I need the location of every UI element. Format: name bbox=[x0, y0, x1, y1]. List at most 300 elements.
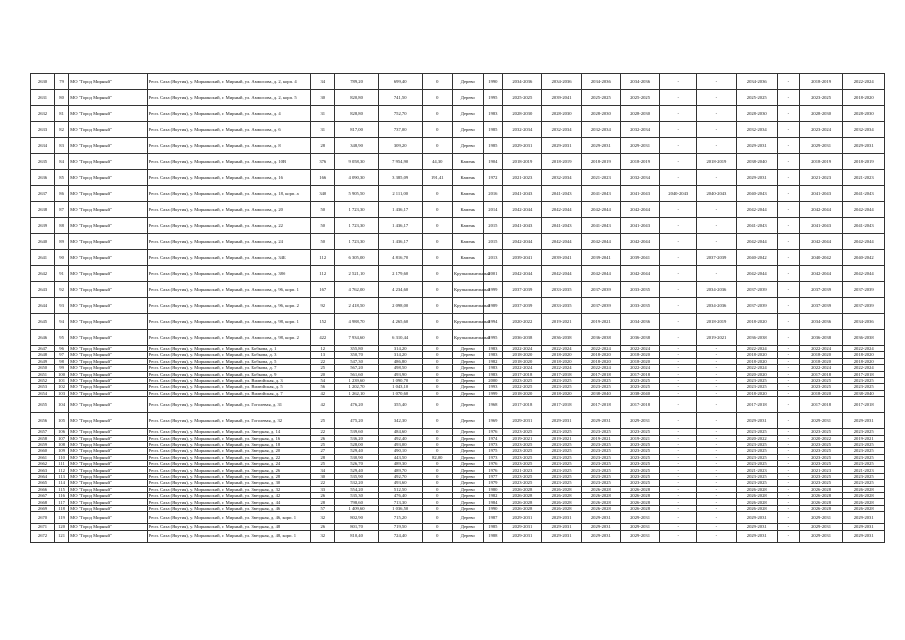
item-number-cell: 117 bbox=[54, 499, 68, 505]
period-gas-cell: - bbox=[697, 397, 736, 413]
period-heating-cell: 2023-2025 bbox=[581, 429, 620, 435]
period-heating-cell: 2034-2036 bbox=[581, 74, 620, 90]
nonresidential-area-cell: 0 bbox=[422, 505, 453, 511]
period-basement-cell: 2020-2020 bbox=[736, 371, 777, 377]
period-gas-cell: - bbox=[697, 454, 736, 460]
period-heating-cell: 2019-2021 bbox=[581, 435, 620, 441]
nonresidential-area-cell: 0 bbox=[422, 390, 453, 396]
period-gas-cell: - bbox=[697, 493, 736, 499]
period-roof-cell: 2029-2031 bbox=[503, 530, 542, 542]
build-year-cell: 1993 bbox=[483, 384, 503, 390]
period-roof-cell: 2022-2025 bbox=[503, 384, 542, 390]
period-heating-cell: 2023-2025 bbox=[581, 448, 620, 454]
item-number-cell: 110 bbox=[54, 454, 68, 460]
wall-material-cell: Дерево bbox=[453, 138, 484, 154]
table-row bbox=[31, 122, 885, 138]
organization-cell: МО "Город Мирный" bbox=[69, 298, 148, 314]
period-heating-cell: 2018-2019 bbox=[581, 154, 620, 170]
living-area-cell: 2 098,00 bbox=[378, 298, 422, 314]
address-cell: Респ. Саха (Якутия), у. Мирнинский, г. Мирный, ул. Аммосова, д. 16 bbox=[147, 170, 311, 186]
period-sewer-cell: 2023-2024 bbox=[799, 122, 843, 138]
period-sewer-cell: 2026-2028 bbox=[799, 499, 843, 505]
period-water-cell: 2029-2031 bbox=[620, 530, 659, 542]
address-cell: Респ. Саха (Якутия), у. Мирнинский, г. Мирный, ул. Аммосова, д. 6 bbox=[147, 122, 311, 138]
row-number-cell: 2647 bbox=[31, 346, 55, 352]
living-area-cell: 719,50 bbox=[378, 524, 422, 530]
wall-material-cell: Дерево bbox=[453, 505, 484, 511]
flats-count-cell: 13 bbox=[311, 352, 335, 358]
organization-cell: МО "Город Мирный" bbox=[69, 266, 148, 282]
period-facade-cell: 2018-2020 bbox=[542, 358, 581, 364]
flats-count-cell: 30 bbox=[311, 473, 335, 479]
address-cell: Респ. Саха (Якутия), у. Мирнинский, г. Мирный, ул. Звездная, д. 20 bbox=[147, 448, 311, 454]
flats-count-cell: 34 bbox=[311, 467, 335, 473]
period-foundation-cell: 2023-2025 bbox=[843, 429, 885, 435]
item-number-cell: 106 bbox=[54, 429, 68, 435]
item-number-cell: 79 bbox=[54, 74, 68, 90]
table-row bbox=[31, 330, 885, 346]
nonresidential-area-cell: 0 bbox=[422, 202, 453, 218]
row-number-cell: 2658 bbox=[31, 435, 55, 441]
period-roof-cell: 2029-2031 bbox=[503, 524, 542, 530]
period-lift-cell: - bbox=[777, 454, 799, 460]
housing-register-table bbox=[30, 73, 885, 543]
living-area-cell: 1 436,17 bbox=[378, 234, 422, 250]
period-heating-cell: 2041-2043 bbox=[581, 218, 620, 234]
flats-count-cell: 56 bbox=[311, 384, 335, 390]
row-number-cell: 2631 bbox=[31, 90, 55, 106]
period-water-cell: 2026-2028 bbox=[620, 493, 659, 499]
table-row bbox=[31, 138, 885, 154]
address-cell: Респ. Саха (Якутия), у. Мирнинский, г. Мирный, ул. Звездная, д. 46, корп. 1 bbox=[147, 512, 311, 524]
period-gas-cell: 2018-2019 bbox=[697, 314, 736, 330]
nonresidential-area-cell: 0 bbox=[422, 448, 453, 454]
period-water-cell: 2023-2025 bbox=[620, 377, 659, 383]
organization-cell: МО "Город Мирный" bbox=[69, 493, 148, 499]
address-cell: Респ. Саха (Якутия), у. Мирнинский, г. Мирный, ул. Вилюйская, д. 3 bbox=[147, 377, 311, 383]
flats-count-cell: 27 bbox=[311, 448, 335, 454]
living-area-cell: 7 954,90 bbox=[378, 154, 422, 170]
build-year-cell: 2015 bbox=[483, 234, 503, 250]
flats-count-cell: 340 bbox=[311, 186, 335, 202]
period-sewer-cell: 2036-2038 bbox=[799, 330, 843, 346]
organization-cell: МО "Город Мирный" bbox=[69, 330, 148, 346]
wall-material-cell: Дерево bbox=[453, 454, 484, 460]
period-electric-cell: - bbox=[660, 397, 697, 413]
build-year-cell: 1983 bbox=[483, 352, 503, 358]
wall-material-cell: Камень bbox=[453, 218, 484, 234]
nonresidential-area-cell: 0 bbox=[422, 330, 453, 346]
flats-count-cell: 50 bbox=[311, 202, 335, 218]
build-year-cell: 1995 bbox=[483, 330, 503, 346]
period-foundation-cell: 2026-2028 bbox=[843, 493, 885, 499]
build-year-cell: 1972 bbox=[483, 170, 503, 186]
period-water-cell: 2034-2036 bbox=[620, 74, 659, 90]
period-electric-cell: - bbox=[660, 202, 697, 218]
address-cell: Респ. Саха (Якутия), у. Мирнинский, г. Мирный, ул. Звездная, д. 30 bbox=[147, 480, 311, 486]
period-roof-cell: 2026-2028 bbox=[503, 493, 542, 499]
period-water-cell: 2017-2018 bbox=[620, 371, 659, 377]
total-area-cell: 4 762,00 bbox=[335, 282, 379, 298]
row-number-cell: 2657 bbox=[31, 429, 55, 435]
row-number-cell: 2669 bbox=[31, 505, 55, 511]
living-area-cell: 3 385,09 bbox=[378, 170, 422, 186]
flats-count-cell: 34 bbox=[311, 74, 335, 90]
period-basement-cell: 2022-2024 bbox=[736, 346, 777, 352]
item-number-cell: 120 bbox=[54, 524, 68, 530]
nonresidential-area-cell: 0 bbox=[422, 234, 453, 250]
period-heating-cell: 2042-2044 bbox=[581, 202, 620, 218]
period-gas-cell: - bbox=[697, 234, 736, 250]
row-number-cell: 2653 bbox=[31, 384, 55, 390]
flats-count-cell: 42 bbox=[311, 390, 335, 396]
address-cell: Респ. Саха (Якутия), у. Мирнинский, г. Мирный, ул. Аммосова, д. 22 bbox=[147, 218, 311, 234]
item-number-cell: 119 bbox=[54, 512, 68, 524]
flats-count-cell: 32 bbox=[311, 530, 335, 542]
period-electric-cell: - bbox=[660, 250, 697, 266]
period-basement-cell: 2026-2028 bbox=[736, 499, 777, 505]
nonresidential-area-cell: 0 bbox=[422, 138, 453, 154]
row-number-cell: 2655 bbox=[31, 397, 55, 413]
period-gas-cell: - bbox=[697, 74, 736, 90]
build-year-cell: 1984 bbox=[483, 499, 503, 505]
period-water-cell: 2022-2024 bbox=[620, 365, 659, 371]
period-sewer-cell: 2023-2025 bbox=[799, 473, 843, 479]
row-number-cell: 2644 bbox=[31, 298, 55, 314]
address-cell: Респ. Саха (Якутия), у. Мирнинский, г. Мирный, ул. Аммосова, д. 96, корп. 2 bbox=[147, 298, 311, 314]
period-heating-cell: 2023-2025 bbox=[581, 467, 620, 473]
wall-material-cell: Крупнопанельный bbox=[453, 330, 484, 346]
period-heating-cell: 2036-2038 bbox=[581, 330, 620, 346]
period-facade-cell: 2023-2025 bbox=[542, 384, 581, 390]
living-area-cell: 1 036,50 bbox=[378, 505, 422, 511]
row-number-cell: 2634 bbox=[31, 138, 55, 154]
total-area-cell: 1 723,30 bbox=[335, 202, 379, 218]
period-roof-cell: 2026-2028 bbox=[503, 486, 542, 492]
total-area-cell: 539,60 bbox=[335, 429, 379, 435]
flats-count-cell: 152 bbox=[311, 314, 335, 330]
nonresidential-area-cell: 0 bbox=[422, 74, 453, 90]
wall-material-cell: Дерево bbox=[453, 473, 484, 479]
nonresidential-area-cell: 0 bbox=[422, 358, 453, 364]
total-area-cell: 526,70 bbox=[335, 461, 379, 467]
build-year-cell: 1985 bbox=[483, 122, 503, 138]
period-sewer-cell: 2040-2042 bbox=[799, 250, 843, 266]
address-cell: Респ. Саха (Якутия), у. Мирнинский, г. Мирный, ул. Бобкова, д. 1 bbox=[147, 346, 311, 352]
period-gas-cell: - bbox=[697, 473, 736, 479]
period-electric-cell: - bbox=[660, 314, 697, 330]
flats-count-cell: 167 bbox=[311, 282, 335, 298]
period-water-cell: 2028-2030 bbox=[620, 106, 659, 122]
row-number-cell: 2660 bbox=[31, 448, 55, 454]
wall-material-cell: Камень bbox=[453, 202, 484, 218]
flats-count-cell: 31 bbox=[311, 122, 335, 138]
period-roof-cell: 2029-2031 bbox=[503, 413, 542, 429]
period-gas-cell: - bbox=[697, 202, 736, 218]
period-sewer-cell: 2042-2044 bbox=[799, 234, 843, 250]
address-cell: Респ. Саха (Якутия), у. Мирнинский, г. Мирный, ул. Аммосова, д. 24 bbox=[147, 234, 311, 250]
period-electric-cell: - bbox=[660, 365, 697, 371]
wall-material-cell: Дерево bbox=[453, 429, 484, 435]
period-electric-cell: - bbox=[660, 461, 697, 467]
total-area-cell: 1 409,60 bbox=[335, 505, 379, 511]
address-cell: Респ. Саха (Якутия), у. Мирнинский, г. Мирный, ул. Аммосова, д. 8 bbox=[147, 138, 311, 154]
period-heating-cell: 2022-2024 bbox=[581, 346, 620, 352]
period-lift-cell: - bbox=[777, 234, 799, 250]
period-facade-cell: 2026-2028 bbox=[542, 493, 581, 499]
period-water-cell: 2029-2031 bbox=[620, 138, 659, 154]
period-heating-cell: 2037-2039 bbox=[581, 298, 620, 314]
period-heating-cell: 2023-2025 bbox=[581, 473, 620, 479]
period-gas-cell: - bbox=[697, 486, 736, 492]
period-facade-cell: 2018-2020 bbox=[542, 352, 581, 358]
period-lift-cell: - bbox=[777, 448, 799, 454]
period-roof-cell: 2017-2018 bbox=[503, 371, 542, 377]
period-facade-cell: 2036-2038 bbox=[542, 330, 581, 346]
wall-material-cell: Дерево bbox=[453, 493, 484, 499]
period-gas-cell: - bbox=[697, 390, 736, 396]
period-foundation-cell: 2042-2044 bbox=[843, 202, 885, 218]
total-area-cell: 529,40 bbox=[335, 467, 379, 473]
organization-cell: МО "Город Мирный" bbox=[69, 512, 148, 524]
period-electric-cell: - bbox=[660, 473, 697, 479]
period-gas-cell: - bbox=[697, 435, 736, 441]
total-area-cell: 2 418,50 bbox=[335, 298, 379, 314]
row-number-cell: 2635 bbox=[31, 154, 55, 170]
period-facade-cell: 2041-2043 bbox=[542, 218, 581, 234]
period-lift-cell: - bbox=[777, 330, 799, 346]
table-row bbox=[31, 154, 885, 170]
period-foundation-cell: 2034-2036 bbox=[843, 314, 885, 330]
organization-cell: МО "Город Мирный" bbox=[69, 358, 148, 364]
build-year-cell: 1983 bbox=[483, 371, 503, 377]
item-number-cell: 98 bbox=[54, 358, 68, 364]
address-cell: Респ. Саха (Якутия), у. Мирнинский, г. Мирный, ул. Аммосова, д. 38б bbox=[147, 266, 311, 282]
flats-count-cell: 26 bbox=[311, 524, 335, 530]
item-number-cell: 81 bbox=[54, 106, 68, 122]
nonresidential-area-cell: 0 bbox=[422, 371, 453, 377]
nonresidential-area-cell: 191,41 bbox=[422, 170, 453, 186]
period-roof-cell: 2042-2044 bbox=[503, 202, 542, 218]
flats-count-cell: 50 bbox=[311, 218, 335, 234]
item-number-cell: 87 bbox=[54, 202, 68, 218]
period-lift-cell: - bbox=[777, 493, 799, 499]
living-area-cell: 2 179,60 bbox=[378, 266, 422, 282]
total-area-cell: 348,90 bbox=[335, 138, 379, 154]
nonresidential-area-cell: 0 bbox=[422, 524, 453, 530]
wall-material-cell: Дерево bbox=[453, 499, 484, 505]
table-row bbox=[31, 266, 885, 282]
wall-material-cell: Дерево bbox=[453, 397, 484, 413]
table-row bbox=[31, 74, 885, 90]
period-foundation-cell: 2023-2025 bbox=[843, 377, 885, 383]
total-area-cell: 810,40 bbox=[335, 530, 379, 542]
living-area-cell: 309,20 bbox=[378, 138, 422, 154]
organization-cell: МО "Город Мирный" bbox=[69, 486, 148, 492]
build-year-cell: 1994 bbox=[483, 314, 503, 330]
period-lift-cell: - bbox=[777, 435, 799, 441]
period-heating-cell: 2029-2031 bbox=[581, 530, 620, 542]
item-number-cell: 97 bbox=[54, 352, 68, 358]
period-electric-cell: - bbox=[660, 467, 697, 473]
flats-count-cell: 26 bbox=[311, 435, 335, 441]
period-gas-cell: - bbox=[697, 530, 736, 542]
organization-cell: МО "Город Мирный" bbox=[69, 218, 148, 234]
period-heating-cell: 2018-2020 bbox=[581, 352, 620, 358]
build-year-cell: 1973 bbox=[483, 441, 503, 447]
period-basement-cell: 2029-2031 bbox=[736, 170, 777, 186]
period-sewer-cell: 2022-2024 bbox=[799, 365, 843, 371]
item-number-cell: 92 bbox=[54, 282, 68, 298]
period-facade-cell: 2023-2025 bbox=[542, 377, 581, 383]
total-area-cell: 6 305,00 bbox=[335, 250, 379, 266]
period-foundation-cell: 2040-2042 bbox=[843, 250, 885, 266]
period-foundation-cell: 2019-2021 bbox=[843, 435, 885, 441]
item-number-cell: 111 bbox=[54, 461, 68, 467]
period-roof-cell: 2022-2024 bbox=[503, 365, 542, 371]
period-gas-cell: - bbox=[697, 480, 736, 486]
period-foundation-cell: 2023-2025 bbox=[843, 454, 885, 460]
period-facade-cell: 2028-2030 bbox=[542, 106, 581, 122]
nonresidential-area-cell: 0 bbox=[422, 530, 453, 542]
wall-material-cell: Дерево bbox=[453, 106, 484, 122]
flats-count-cell: 92 bbox=[311, 298, 335, 314]
living-area-cell: 492,70 bbox=[378, 473, 422, 479]
period-roof-cell: 2018-2020 bbox=[503, 390, 542, 396]
nonresidential-area-cell: 0 bbox=[422, 298, 453, 314]
period-heating-cell: 2029-2031 bbox=[581, 138, 620, 154]
address-cell: Респ. Саха (Якутия), у. Мирнинский, г. Мирный, ул. Аммосова, д. 96, корп. 1 bbox=[147, 282, 311, 298]
flats-count-cell: 28 bbox=[311, 454, 335, 460]
period-basement-cell: 2023-2025 bbox=[736, 384, 777, 390]
period-facade-cell: 2026-2028 bbox=[542, 505, 581, 511]
period-sewer-cell: 2029-2031 bbox=[799, 530, 843, 542]
period-foundation-cell: 2032-2034 bbox=[843, 122, 885, 138]
period-facade-cell: 2033-2035 bbox=[542, 282, 581, 298]
period-basement-cell: 2026-2028 bbox=[736, 493, 777, 499]
living-area-cell: 489,70 bbox=[378, 467, 422, 473]
nonresidential-area-cell: 0 bbox=[422, 186, 453, 202]
item-number-cell: 114 bbox=[54, 480, 68, 486]
period-basement-cell: 2023-2025 bbox=[736, 454, 777, 460]
period-sewer-cell: 2026-2028 bbox=[799, 486, 843, 492]
period-electric-cell: - bbox=[660, 505, 697, 511]
organization-cell: МО "Город Мирный" bbox=[69, 202, 148, 218]
period-lift-cell: - bbox=[777, 346, 799, 352]
item-number-cell: 93 bbox=[54, 298, 68, 314]
period-sewer-cell: 2023-2025 bbox=[799, 377, 843, 383]
flats-count-cell: 422 bbox=[311, 330, 335, 346]
period-lift-cell: - bbox=[777, 524, 799, 530]
period-roof-cell: 2042-2044 bbox=[503, 266, 542, 282]
row-number-cell: 2636 bbox=[31, 170, 55, 186]
period-facade-cell: 2018-2020 bbox=[542, 390, 581, 396]
period-electric-cell: - bbox=[660, 413, 697, 429]
period-foundation-cell: 2029-2031 bbox=[843, 138, 885, 154]
nonresidential-area-cell: 0 bbox=[422, 90, 453, 106]
table-row bbox=[31, 512, 885, 524]
nonresidential-area-cell: 0 bbox=[422, 346, 453, 352]
period-facade-cell: 2032-2034 bbox=[542, 170, 581, 186]
period-basement-cell: 2022-2024 bbox=[736, 365, 777, 371]
organization-cell: МО "Город Мирный" bbox=[69, 186, 148, 202]
table-row bbox=[31, 250, 885, 266]
period-basement-cell: 2023-2025 bbox=[736, 480, 777, 486]
flats-count-cell: 12 bbox=[311, 346, 335, 352]
period-water-cell: 2023-2025 bbox=[620, 384, 659, 390]
period-heating-cell: 2017-2018 bbox=[581, 371, 620, 377]
period-sewer-cell: 2023-2025 bbox=[799, 429, 843, 435]
total-area-cell: 355,80 bbox=[335, 346, 379, 352]
table-row bbox=[31, 530, 885, 542]
row-number-cell: 2662 bbox=[31, 461, 55, 467]
period-sewer-cell: 2037-2039 bbox=[799, 298, 843, 314]
period-facade-cell: 2029-2031 bbox=[542, 530, 581, 542]
build-year-cell: 1995 bbox=[483, 90, 503, 106]
living-area-cell: 752,70 bbox=[378, 106, 422, 122]
period-foundation-cell: 2042-2044 bbox=[843, 234, 885, 250]
period-roof-cell: 2018-2019 bbox=[503, 154, 542, 170]
wall-material-cell: Дерево bbox=[453, 441, 484, 447]
build-year-cell: 1985 bbox=[483, 524, 503, 530]
period-electric-cell: - bbox=[660, 448, 697, 454]
period-basement-cell: 2029-2031 bbox=[736, 512, 777, 524]
organization-cell: МО "Город Мирный" bbox=[69, 352, 148, 358]
table-row bbox=[31, 314, 885, 330]
period-electric-cell: - bbox=[660, 454, 697, 460]
address-cell: Респ. Саха (Якутия), у. Мирнинский, г. Мирный, ул. Аммосова, д. 2, корп. 5 bbox=[147, 90, 311, 106]
living-area-cell: 314,20 bbox=[378, 346, 422, 352]
organization-cell: МО "Город Мирный" bbox=[69, 234, 148, 250]
living-area-cell: 493,60 bbox=[378, 480, 422, 486]
item-number-cell: 80 bbox=[54, 90, 68, 106]
period-gas-cell: - bbox=[697, 499, 736, 505]
row-number-cell: 2639 bbox=[31, 218, 55, 234]
period-facade-cell: 2023-2025 bbox=[542, 448, 581, 454]
wall-material-cell: Дерево bbox=[453, 530, 484, 542]
table-row bbox=[31, 218, 885, 234]
period-electric-cell: - bbox=[660, 371, 697, 377]
period-roof-cell: 2023-2025 bbox=[503, 461, 542, 467]
build-year-cell: 1983 bbox=[483, 106, 503, 122]
total-area-cell: 789,20 bbox=[335, 74, 379, 90]
build-year-cell: 1973 bbox=[483, 454, 503, 460]
period-water-cell: 2026-2028 bbox=[620, 486, 659, 492]
period-sewer-cell: 2023-2025 bbox=[799, 454, 843, 460]
period-sewer-cell: 2021-2023 bbox=[799, 170, 843, 186]
table-row bbox=[31, 234, 885, 250]
nonresidential-area-cell: 0 bbox=[422, 384, 453, 390]
item-number-cell: 86 bbox=[54, 186, 68, 202]
period-water-cell: 2042-2044 bbox=[620, 266, 659, 282]
period-foundation-cell: 2023-2025 bbox=[843, 441, 885, 447]
period-heating-cell: 2037-2039 bbox=[581, 282, 620, 298]
row-number-cell: 2649 bbox=[31, 358, 55, 364]
period-roof-cell: 2022-2024 bbox=[503, 346, 542, 352]
period-water-cell: 2032-2034 bbox=[620, 122, 659, 138]
living-area-cell: 724,40 bbox=[378, 530, 422, 542]
item-number-cell: 104 bbox=[54, 397, 68, 413]
item-number-cell: 90 bbox=[54, 250, 68, 266]
organization-cell: МО "Город Мирный" bbox=[69, 448, 148, 454]
address-cell: Респ. Саха (Якутия), у. Мирнинский, г. Мирный, ул. Звездная, д. 28 bbox=[147, 473, 311, 479]
address-cell: Респ. Саха (Якутия), у. Мирнинский, г. Мирный, ул. Звездная, д. 14 bbox=[147, 429, 311, 435]
period-basement-cell: 2029-2031 bbox=[736, 530, 777, 542]
total-area-cell: 5 905,50 bbox=[335, 186, 379, 202]
living-area-cell: 741,50 bbox=[378, 90, 422, 106]
item-number-cell: 91 bbox=[54, 266, 68, 282]
period-lift-cell: - bbox=[777, 371, 799, 377]
